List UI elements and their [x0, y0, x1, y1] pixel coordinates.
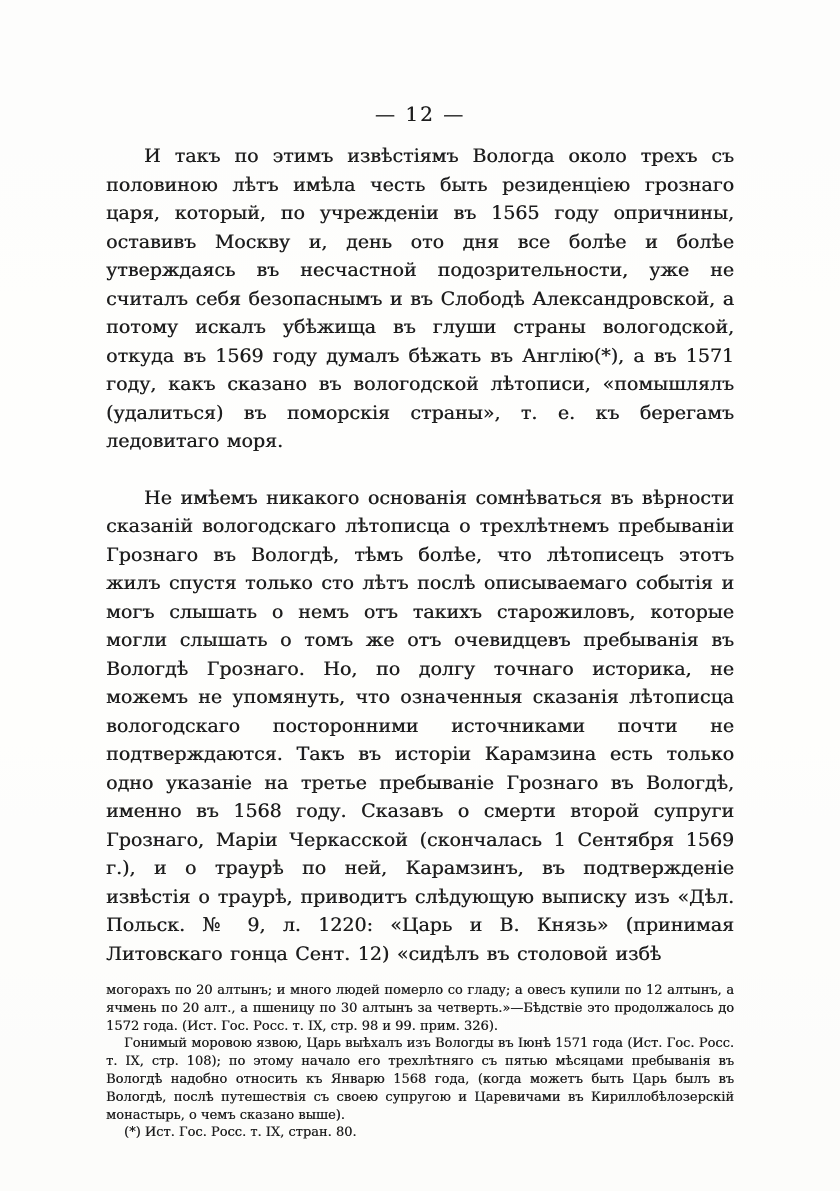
footnote-2: Гонимый моровою язвою, Царь выѣхалъ изъ Вологды въ Іюнѣ 1571 года (Ист. Гос. Росс. т. IX, стр. 108); по этому начало его трехлѣтняго съ пятью мѣсяцами пребыванія въ Вологдѣ надобно относить къ Январю 1568 года, (когда можетъ быть Царь былъ въ Вологдѣ, послѣ путешествія съ своею супругою и Царевичами въ Кириллобѣлозерскій монастырь, о чемъ сказано выше).: [106, 1036, 734, 1123]
footnotes-block: [106, 982, 734, 1142]
paragraph-2: Не имѣемъ никакого основанія сомнѣваться въ вѣрности сказаній вологодскаго лѣтописца о трехлѣтнемъ пребываніи Грознаго въ Вологдѣ, тѣмъ болѣе, что лѣтописецъ этотъ жилъ спустя только сто лѣтъ послѣ описываемаго событія и могъ слышать о немъ отъ такихъ старожиловъ, которые могли слышать о томъ же отъ очевидцевъ пребыванія въ Вологдѣ Грознаго. Но, по долгу точнаго историка, не можемъ не упомянуть, что означенныя сказанія лѣтописца вологодскаго посторонними источниками почти не подтверждаются. Такъ въ исторіи Карамзина есть только одно указаніе на третье пребываніе Грознаго въ Вологдѣ, именно въ 1568 году. Сказавъ о смерти второй супруги Грознаго, Маріи Черкасской (скончалась 1 Сентября 1569 г.), и о траурѣ по ней, Карамзинъ, въ подтвержденіе извѣстія о траурѣ, приводитъ слѣдующую выписку изъ «Дѣл. Польск. № 9, л. 1220: «Царь и В. Князь» (принимая Литовскаго гонца Сент. 12) «сидѣлъ въ столовой избѣ: [106, 486, 734, 965]
page-content: [106, 102, 734, 1142]
footnote-3: (*) Ист. Гос. Росс. т. IX, стран. 80.: [124, 1125, 357, 1141]
paragraph-1: И такъ по этимъ извѣстіямъ Вологда около трехъ съ половиною лѣтъ имѣла честь быть резиденціею грознаго царя, который, по учрежденіи въ 1565 году опричнины, оставивъ Москву и, день ото дня все болѣе и болѣе утверждаясь въ несчастной подозрительности, уже не считалъ себя безопаснымъ и въ Слободѣ Александровской, а потому искалъ убѣжища въ глуши страны вологодской, откуда въ 1569 году думалъ бѣжать въ Англію(*), а въ 1571 году, какъ сказано въ вологодской лѣтописи, «помышлялъ (удалиться) въ поморскія страны», т. е. къ берегамъ ледовитаго моря.: [106, 145, 734, 452]
footnote-1: могорахъ по 20 алтынъ; и много людей померло со гладу; а овесъ купили по 12 алтынъ, а ячмень по 20 алт., а пшеницу по 30 алтынъ за четверть.»—Бѣдствіе это продолжалось до 1572 года. (Ист. Гос. Росс. т. IX, стр. 98 и 99. прим. 326).: [106, 983, 734, 1034]
page-number: — 12 —: [374, 102, 466, 126]
